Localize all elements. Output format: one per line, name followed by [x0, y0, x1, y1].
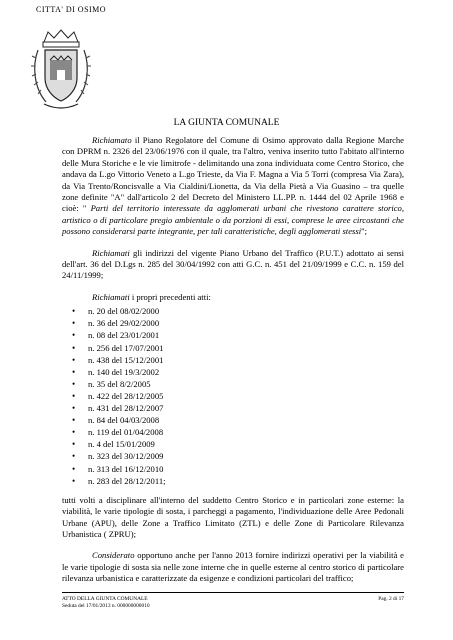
footer-act-info [62, 596, 150, 610]
lead-word: Considerato [92, 550, 135, 561]
paragraph-richiamato-prg [62, 135, 404, 238]
list-item: • n. 4 del 15/01/2009 [72, 438, 404, 450]
list-item: • n. 256 del 17/07/2001 [72, 342, 404, 354]
paragraph-text: i propri precedenti atti: [129, 291, 211, 302]
list-item: • n. 323 del 30/12/2009 [72, 450, 404, 462]
list-item: • n. 422 del 28/12/2005 [72, 390, 404, 402]
paragraph-richiamati-put [62, 248, 404, 282]
list-item: • n. 431 del 28/12/2007 [72, 402, 404, 414]
list-item: • n. 84 del 04/03/2008 [72, 414, 404, 426]
list-item: • n. 08 del 23/01/2001 [72, 329, 404, 341]
lead-word: Richiamato [92, 135, 132, 145]
paragraph-richiamati-atti [62, 292, 404, 303]
footer-session: Seduta del 17/01/2013 n. 000000000010 [62, 603, 150, 609]
paragraph-text: gli indirizzi del vigente Piano Urbano del Traffico (P.U.T.) adottato ai sensi dell'art. 36 del D.Lgs n. 285 del 30/04/1992 con atti G.C. n. 451 del 21/09/1999 e C.C. n. 159 del 24/11/1999; [62, 247, 404, 281]
document-body [62, 135, 404, 595]
paragraph-considerato [62, 550, 404, 584]
list-item: • n. 283 del 28/12/2011; [72, 475, 404, 487]
acts-list [72, 305, 404, 486]
coat-of-arms-icon [30, 28, 92, 112]
quote-close: "; [361, 226, 367, 237]
lead-word: Richiamati [92, 291, 130, 302]
list-item: • n. 20 del 08/02/2000 [72, 305, 404, 317]
list-item: • n. 35 del 8/2/2005 [72, 378, 404, 390]
list-item: • n. 313 del 16/12/2010 [72, 463, 404, 475]
paragraph-text: opportuno anche per l'anno 2013 fornire indirizzi operativi per la viabilità e le varie tipologie di sosta sia nelle zone interne che in quelle esterne al centro storico di particolare rilevanza urbanistica e caratterizzate da esigenze e condizioni particolari del traffico; [62, 550, 404, 584]
footer-divider [62, 592, 404, 593]
city-header: CITTA' DI OSIMO [36, 5, 107, 14]
list-item: • n. 140 del 19/3/2002 [72, 366, 404, 378]
list-item: • n. 36 del 29/02/2000 [72, 317, 404, 329]
page-title: LA GIUNTA COMUNALE [173, 118, 280, 128]
paragraph-text: il Piano Regolatore del Comune di Osimo approvato dalla Regione Marche con DPRM n. 2326 del 23/06/1976 con il quale, tra l'altro, veniva inserito tutto l'abitato all'interno delle Mura Storiche e le vie limitrofe - delimitando una zona individuata come Centro Storico, che andava da L.go Vittorio Veneto a L.go Trieste, da Via F. Magna a Via 5 Torri (compresa Via Zara), da Via Trento/Roncisvalle a Via Cialdini/Lionetta, da Via della Pietà a Via Guasino – tra quelle zone definite "A" dall'articolo 2 del Decreto del Ministero LL.PP. n. 1444 del 02 Aprile 1968 e cioè: " [62, 135, 404, 214]
decree-quote: Parti del territorio interessate da agglomerati urbani che rivestono carattere storico, artistico o di particolare pregio ambientale o da porzioni di essi, comprese le aree circostanti che possono considerarsi parte integrante, per tali caratteristiche, degli agglomerati stessi [62, 203, 404, 237]
list-item: • n. 438 del 15/12/2001 [72, 354, 404, 366]
page-number: Pag. 2 di 17 [378, 596, 404, 602]
list-item: • n. 119 del 01/04/2008 [72, 426, 404, 438]
lead-word: Richiamati [92, 247, 130, 258]
footer-act-title: ATTO DELLA GIUNTA COMUNALE [62, 596, 148, 602]
paragraph-discipline: tutti volti a disciplinare all'interno del suddetto Centro Storico e in particolari zone esterne: la viabilità, le varie tipologie di sosta, i parcheggi a pagamento, l'individuazione delle Aree Pedonali Urbane (APU), delle Zone a Traffico Limitato (ZTL) e delle Zone di Particolare Rilevanza Urbanistica ( ZPRU); [62, 494, 404, 539]
